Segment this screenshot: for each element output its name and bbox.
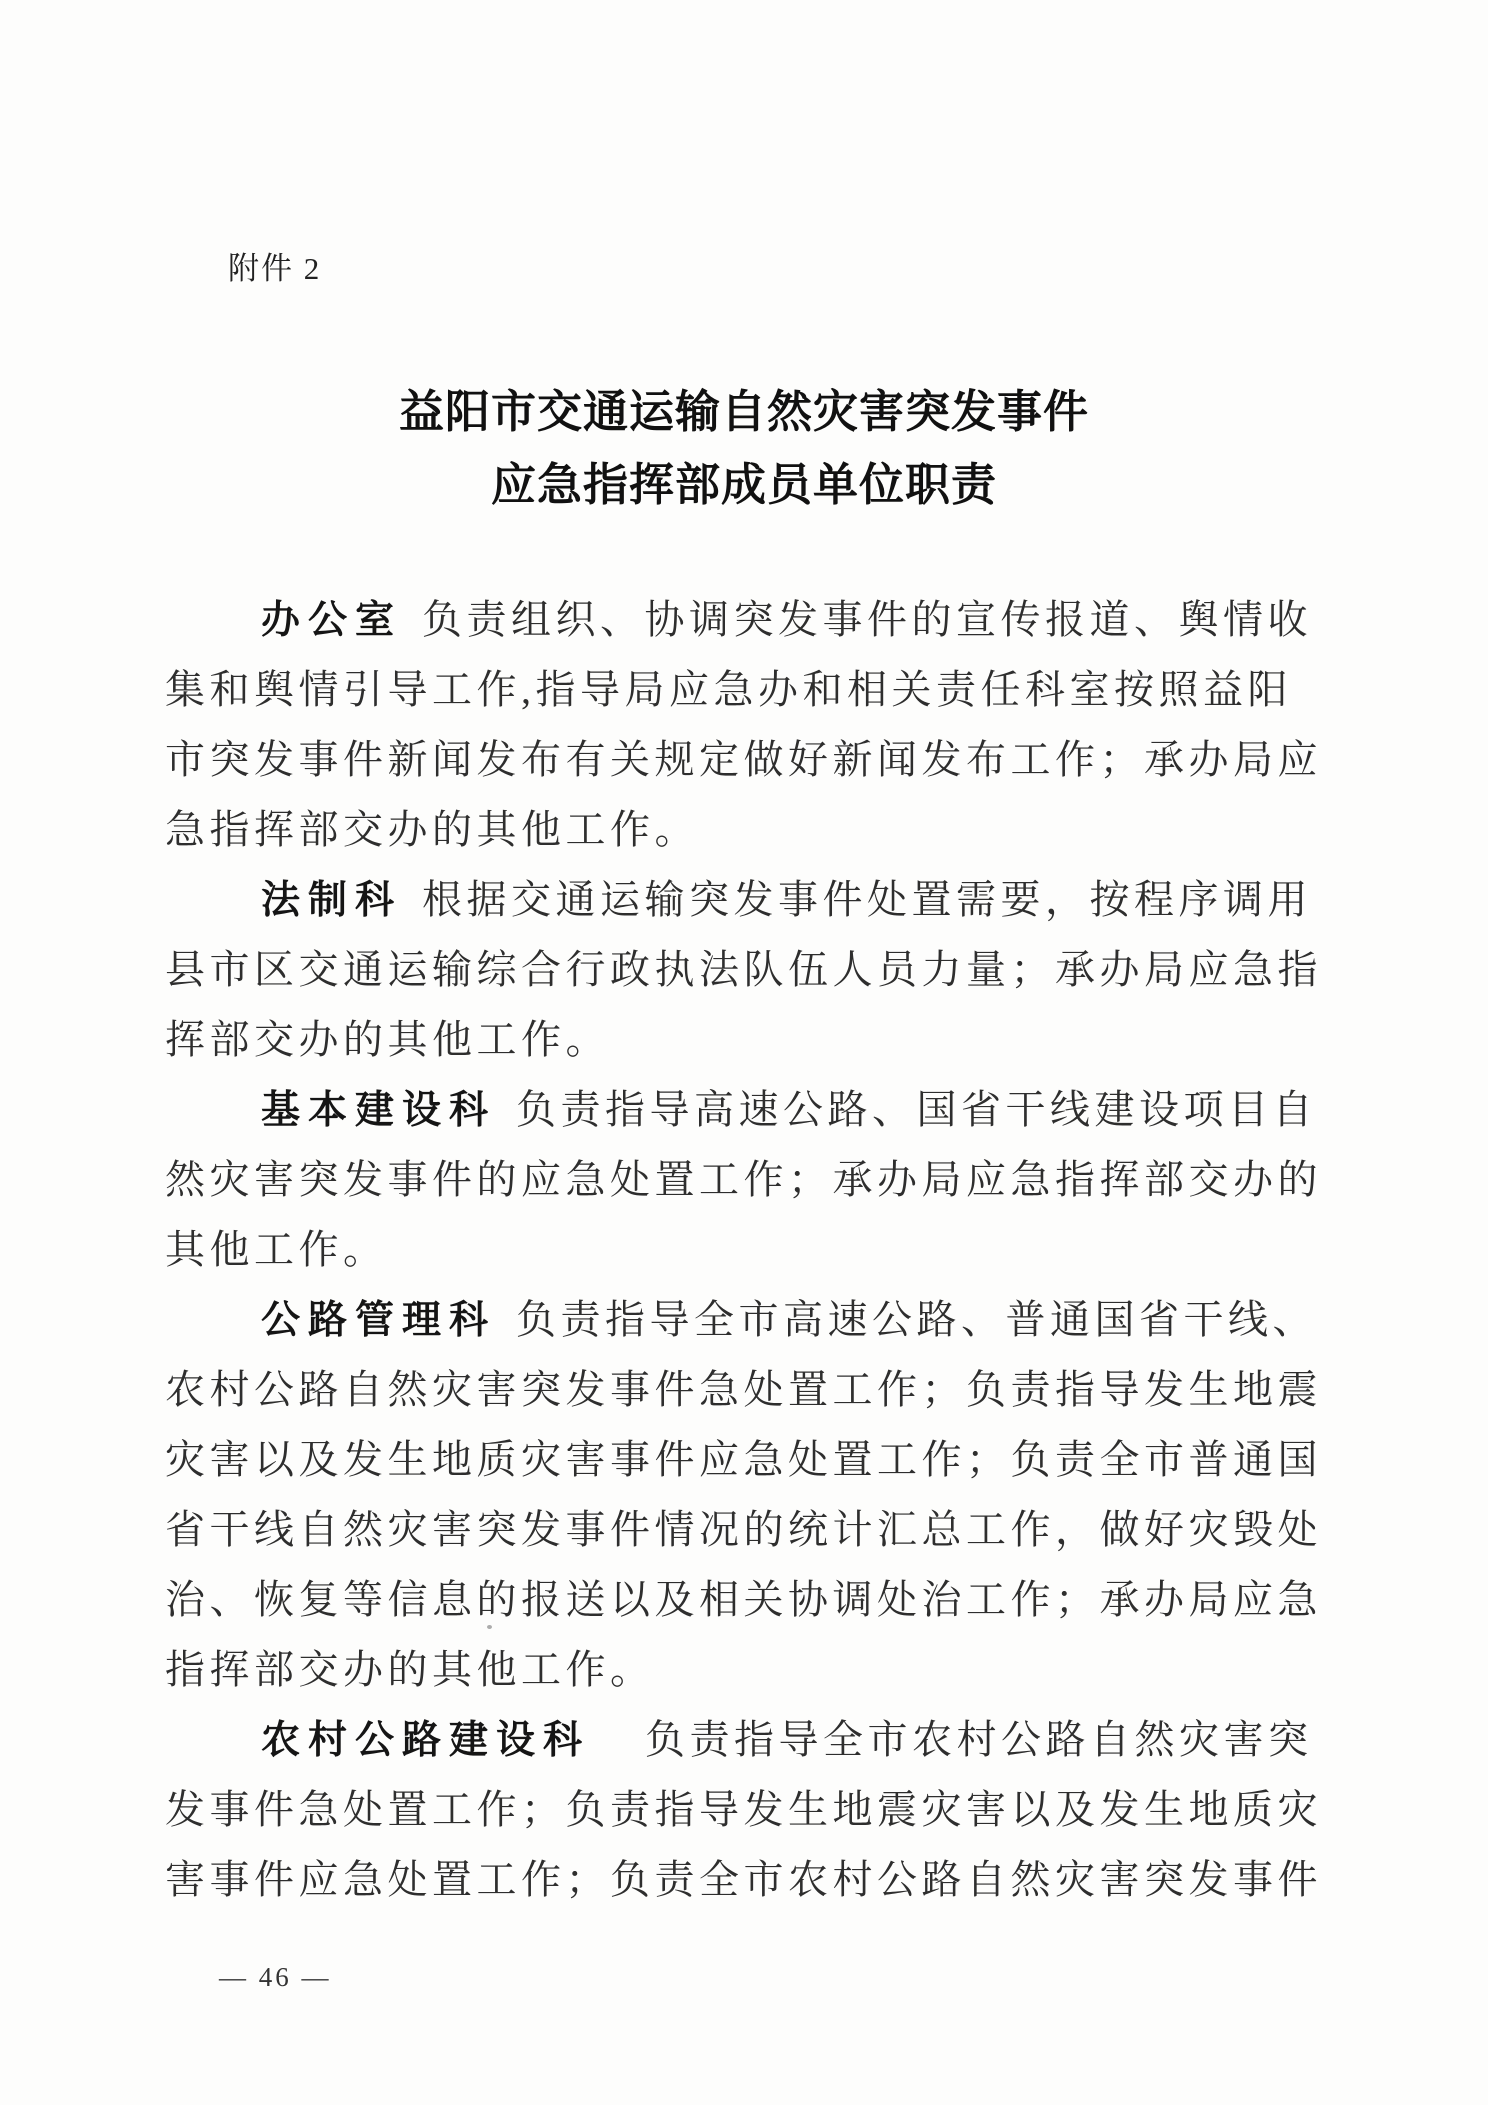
- page-number: — 46 —: [219, 1962, 332, 1992]
- body-line: 农村公路自然灾害突发事件急处置工作；负责指导发生地震: [165, 1367, 1322, 1412]
- body-line: 治、恢复等信息的报送以及相关协调处治工作；承办局应急: [165, 1577, 1322, 1622]
- body-line: 灾害以及发生地质灾害事件应急处置工作；负责全市普通国: [165, 1437, 1322, 1482]
- body-line: 指挥部交办的其他工作。: [165, 1647, 655, 1692]
- section-head: 法制科: [261, 879, 403, 922]
- body-line: [165, 1705, 1335, 1775]
- body-line: [165, 585, 1335, 655]
- body-line: 市突发事件新闻发布有关规定做好新闻发布工作；承办局应: [165, 737, 1322, 782]
- document-title-line-1: 益阳市交通运输自然灾害突发事件: [398, 387, 1089, 437]
- paragraph-highway-management: [165, 1285, 1335, 1705]
- body-line: 害事件应急处置工作；负责全市农村公路自然灾害突发事件: [165, 1857, 1322, 1902]
- body-line: [165, 865, 1335, 935]
- document-body: [165, 585, 1335, 1915]
- body-line: [165, 1075, 1335, 1145]
- body-line: 然灾害突发事件的应急处置工作；承办局应急指挥部交办的: [165, 1157, 1322, 1202]
- body-line: 挥部交办的其他工作。: [165, 1017, 610, 1062]
- body-line: 发事件急处置工作；负责指导发生地震灾害以及发生地质灾: [165, 1787, 1322, 1832]
- line-text: 根据交通运输突发事件处置需要，按程序调用: [422, 877, 1313, 922]
- line-text: 负责组织、协调突发事件的宣传报道、舆情收: [422, 597, 1313, 642]
- section-head: 办公室: [261, 599, 403, 642]
- paragraph-legal: [165, 865, 1335, 1075]
- line-text: 负责指导全市高速公路、普通国省干线、: [516, 1297, 1318, 1342]
- attachment-label: 附件 2: [228, 251, 322, 286]
- document-title: [0, 376, 1488, 522]
- body-line: 省干线自然灾害突发事件情况的统计汇总工作，做好灾毁处: [165, 1507, 1322, 1552]
- scan-speck: [487, 1625, 492, 1629]
- body-line: 其他工作。: [165, 1227, 388, 1272]
- paragraph-basic-construction: [165, 1075, 1335, 1285]
- line-text: 负责指导高速公路、国省干线建设项目自: [516, 1087, 1318, 1132]
- body-line: 急指挥部交办的其他工作。: [165, 807, 699, 852]
- paragraph-rural-road-construction: [165, 1705, 1335, 1915]
- section-head: 公路管理科: [261, 1299, 497, 1342]
- paragraph-office: [165, 585, 1335, 865]
- body-line: 集和舆情引导工作,指导局应急办和相关责任科室按照益阳: [165, 667, 1292, 712]
- body-line: 县市区交通运输综合行政执法队伍人员力量；承办局应急指: [165, 947, 1322, 992]
- section-head: 基本建设科: [261, 1089, 497, 1132]
- line-text: 负责指导全市农村公路自然灾害突: [645, 1717, 1313, 1762]
- document-title-line-2: 应急指挥部成员单位职责: [490, 460, 997, 510]
- body-line: [165, 1285, 1335, 1355]
- section-head: 农村公路建设科: [261, 1719, 591, 1762]
